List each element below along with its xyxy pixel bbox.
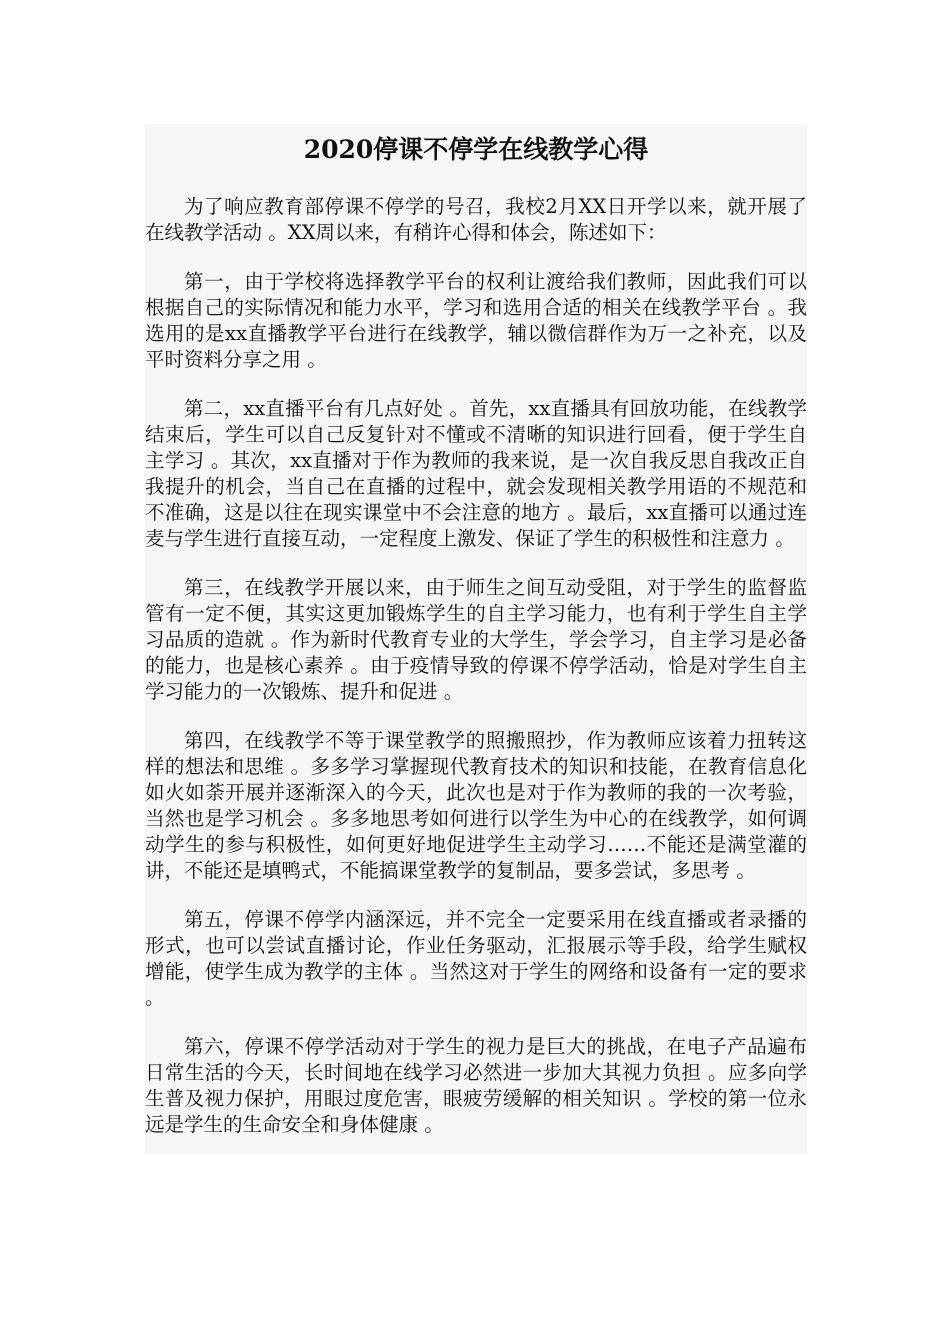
document-title: 2020停课不停学在线教学心得 — [303, 135, 649, 164]
paragraph-third: 第三，在线教学开展以来，由于师生之间互动受阻，对于学生的监督监管有一定不便，其实这更加锻炼学生的自主学习能力，也有利于学生自主学习品质的造就 。作为新时代教育专业的大学生，学会学习，自主学习是必备的能力，也是核心素养 。由于疫情导致的停课不停学活动，恰是对学生自主学习能力的一次锻炼、提升和促进 。 — [145, 576, 807, 703]
paragraph-first: 第一，由于学校将选择教学平台的权利让渡给我们教师，因此我们可以根据自己的实际情况和能力水平，学习和选用合适的相关在线教学平台 。我选用的是xx直播教学平台进行在线教学，辅以微信群作为万一之补充，以及平时资料分享之用 。 — [145, 270, 807, 371]
document-body — [145, 194, 807, 1161]
paragraph-fourth: 第四，在线教学不等于课堂教学的照搬照抄，作为教师应该着力扭转这样的想法和思维 。多多学习掌握现代教育技术的知识和技能，在教育信息化如火如荼开展并逐渐深入的今天，此次也是对于作为教师的我的一次考验，当然也是学习机会 。多多地思考如何进行以学生为中心的在线教学，如何调动学生的参与积极性，如何更好地促进学生主动学习……不能还是满堂灌的讲，不能还是填鸭式，不能搞课堂教学的复制品，要多尝试，多思考 。 — [145, 729, 807, 882]
paragraph-intro: 为了响应教育部停课不停学的号召，我校2月XX日开学以来，就开展了在线教学活动 。XX周以来，有稍许心得和体会，陈述如下： — [145, 195, 807, 244]
paragraph-second: 第二，xx直播平台有几点好处 。首先，xx直播具有回放功能，在线教学结束后，学生可以自己反复针对不懂或不清晰的知识进行回看，便于学生自主学习 。其次，xx直播对于作为教师的我来说，是一次自我反思自我改正自我提升的机会，当自己在直播的过程中，就会发现相关教学用语的不规范和不准确，这是以往在现实课堂中不会注意的地方 。最后，xx直播可以通过连麦与学生进行直接互动，一定程度上激发、保证了学生的积极性和注意力 。 — [145, 397, 807, 550]
paragraph-fifth: 第五，停课不停学内涵深远，并不完全一定要采用在线直播或者录播的形式，也可以尝试直播讨论，作业任务驱动，汇报展示等手段，给学生赋权增能，使学生成为教学的主体 。当然这对于学生的网络和设备有一定的要求 。 — [145, 908, 807, 1009]
paragraph-sixth: 第六，停课不停学活动对于学生的视力是巨大的挑战，在电子产品遍布日常生活的今天，长时间地在线学习必然进一步加大其视力负担 。应多向学生普及视力保护，用眼过度危害，眼疲劳缓解的相关知识 。学校的第一位永远是学生的生命安全和身体健康 。 — [145, 1035, 807, 1136]
